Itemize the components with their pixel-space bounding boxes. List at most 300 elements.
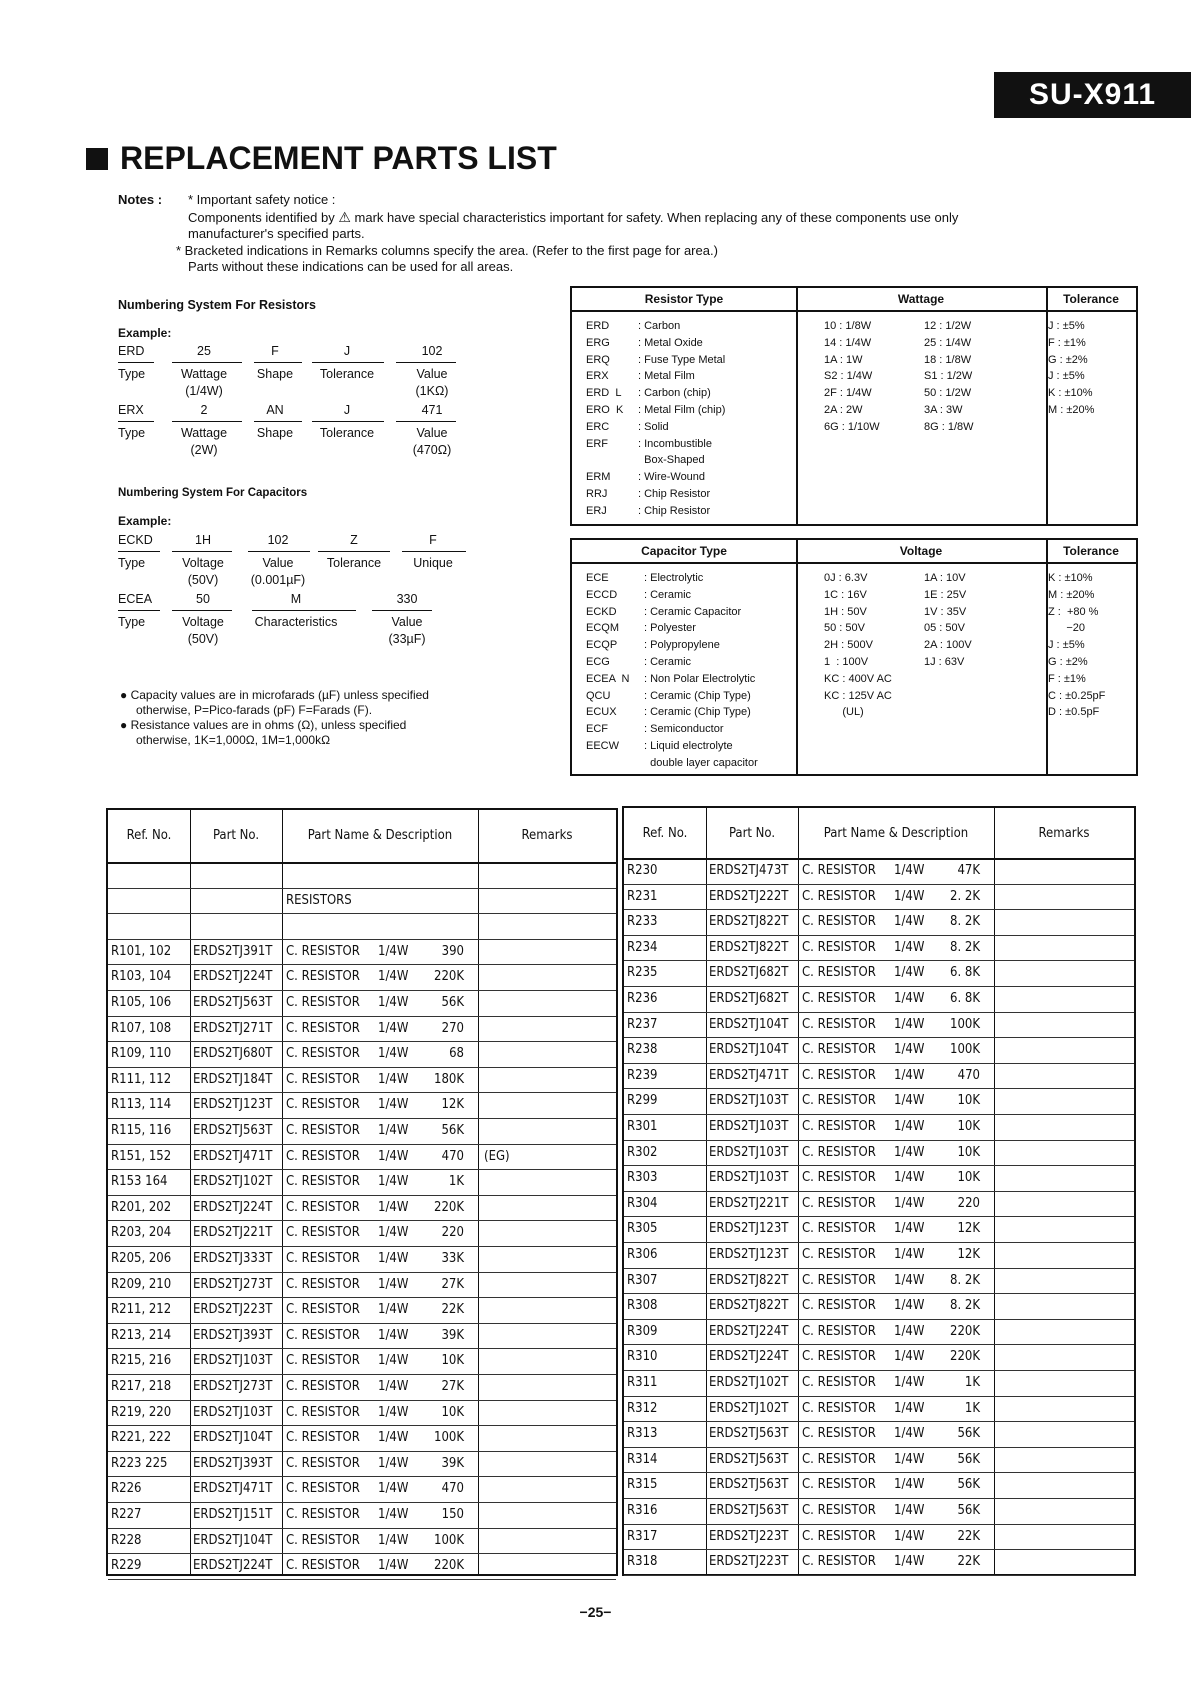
table-row — [108, 1272, 616, 1299]
table-row — [624, 1447, 1134, 1474]
ex-label: Value — [262, 556, 294, 570]
ref-no-cell: R303 — [627, 1170, 658, 1186]
table-row — [624, 1319, 1134, 1346]
part-name-cell: C. RESISTOR — [286, 969, 360, 985]
rule — [172, 421, 242, 422]
part-no-cell: ERDS2TJ104T — [193, 1430, 273, 1446]
wattage-cell: 1/4W — [894, 1221, 925, 1237]
value-cell: 2. 2K — [950, 888, 980, 904]
wattage-cell: 1/4W — [894, 1375, 925, 1390]
wattage-cell: 1/4W — [894, 914, 925, 930]
part-no-cell: ERDS2TJ393T — [193, 1455, 273, 1471]
part-no-cell: ERDS2TJ224T — [709, 1323, 789, 1339]
ref-no-cell: R302 — [627, 1144, 658, 1160]
header-remarks: Remarks — [521, 828, 573, 843]
ref-no-cell: R217, 218 — [111, 1379, 172, 1394]
ref-no-cell: R304 — [627, 1195, 658, 1211]
ref-no-cell: R219, 220 — [111, 1404, 172, 1420]
notes-line2b: mark have special characteristics important for safety. When replacing any of these components use only — [354, 209, 959, 225]
part-name-cell: C. RESISTOR — [802, 1477, 876, 1493]
part-no-cell: ERDS2TJ822T — [709, 914, 789, 930]
rule — [118, 421, 154, 422]
part-no-cell: ERDS2TJ271T — [193, 1020, 273, 1036]
part-name-cell: C. RESISTOR — [286, 1199, 360, 1215]
remarks-cell: (EG) — [484, 1148, 510, 1164]
part-name-cell: C. RESISTOR — [286, 1148, 360, 1164]
value-cell: 39K — [441, 1327, 464, 1343]
ex-code: 330 — [396, 592, 418, 606]
table-row — [624, 1498, 1134, 1525]
part-name-cell: C. RESISTOR — [286, 1276, 360, 1292]
table-row — [624, 1216, 1134, 1243]
ref-no-cell: R318 — [627, 1554, 658, 1570]
table-row — [624, 858, 1134, 885]
part-no-cell: ERDS2TJ563T — [193, 1123, 273, 1138]
ex-sub — [118, 573, 166, 587]
part-no-cell: ERDS2TJ471T — [193, 1481, 273, 1497]
ref-no-cell: R227 — [111, 1507, 142, 1522]
ex-code: ECEA — [118, 592, 153, 606]
rule — [396, 362, 456, 363]
ref-no-cell: R107, 108 — [111, 1020, 172, 1036]
value-cell: 220K — [434, 969, 464, 985]
table-row — [108, 1297, 616, 1324]
value-cell: 10K — [957, 1144, 980, 1160]
wattage-cell: 1/4W — [378, 1353, 409, 1369]
model-badge — [994, 72, 1191, 118]
part-name-cell: C. RESISTOR — [802, 1247, 876, 1262]
table-row — [108, 1016, 616, 1043]
page-title — [86, 140, 557, 177]
header-ref-no: Ref. No. — [126, 828, 172, 843]
ref-no-cell: R101, 102 — [111, 943, 172, 959]
ref-no-cell: R317 — [627, 1528, 658, 1544]
rule — [312, 362, 384, 363]
part-no-cell: ERDS2TJ224T — [193, 969, 273, 985]
ex-label: Voltage — [182, 615, 224, 629]
part-no-cell: ERDS2TJ224T — [193, 1199, 273, 1215]
ref-no-cell: R315 — [627, 1477, 658, 1493]
notes-line5: Parts without these indications can be used for all areas. — [188, 259, 514, 274]
table-row — [108, 1195, 616, 1222]
capacitor-example-label: Example: — [118, 514, 172, 528]
part-no-cell: ERDS2TJ682T — [709, 991, 789, 1006]
value-cell: 10K — [957, 1170, 980, 1186]
table-row — [108, 1451, 616, 1478]
part-name-cell: C. RESISTOR — [802, 1221, 876, 1237]
wattage-cell: 1/4W — [894, 1349, 925, 1365]
wattage-cell: 1/4W — [894, 991, 925, 1006]
part-name-cell: C. RESISTOR — [286, 1071, 360, 1087]
ex-sub: (50V) — [187, 573, 219, 587]
value-cell: 8. 2K — [950, 939, 980, 955]
resistor-example-1 — [118, 344, 472, 358]
capacitor-tolerances: K : ±10% M : ±20% Z : +80 % −20 J : ±5% G : ±2% F : ±1% C : ±0.25pF D : ±0.5pF — [1048, 572, 1106, 719]
value-cell: 8. 2K — [950, 1272, 980, 1288]
part-no-cell: ERDS2TJ123T — [193, 1097, 273, 1113]
wattage-cell: 1/4W — [378, 1430, 409, 1446]
table-row — [624, 1063, 1134, 1090]
part-name-cell: C. RESISTOR — [802, 1349, 876, 1365]
ref-no-cell: R201, 202 — [111, 1199, 172, 1215]
part-no-cell: ERDS2TJ103T — [193, 1353, 273, 1369]
ref-no-cell: R306 — [627, 1247, 658, 1262]
unit-notes — [120, 688, 520, 748]
ref-no-cell: R115, 116 — [111, 1123, 172, 1138]
part-no-cell: ERDS2TJ224T — [709, 1349, 789, 1365]
rule — [248, 551, 310, 552]
part-name-cell: C. RESISTOR — [286, 1225, 360, 1241]
part-no-cell: ERDS2TJ471T — [709, 1067, 789, 1083]
value-cell: 220 — [441, 1225, 464, 1241]
table-row — [108, 1092, 616, 1119]
part-name-cell: C. RESISTOR — [802, 1170, 876, 1186]
ex-label: Tolerance — [319, 426, 375, 440]
wattage-cell: 1/4W — [894, 863, 925, 878]
ref-no-cell: R205, 206 — [111, 1251, 172, 1266]
ex-label: Value — [416, 367, 448, 381]
warning-triangle-icon: ⚠ — [338, 208, 351, 225]
ex-sub — [240, 632, 352, 646]
ref-no-cell: R203, 204 — [111, 1225, 172, 1241]
value-cell: 150 — [441, 1507, 464, 1522]
ref-no-cell: R228 — [111, 1532, 142, 1548]
part-no-cell: ERDS2TJ822T — [709, 1272, 789, 1288]
part-name-cell: C. RESISTOR — [802, 1323, 876, 1339]
ex-code: F — [271, 344, 279, 358]
value-cell: 100K — [950, 1016, 980, 1032]
table-row — [108, 1553, 616, 1580]
ex-label: Value — [391, 615, 423, 629]
value-cell: 390 — [441, 943, 464, 959]
part-no-cell: ERDS2TJ563T — [709, 1503, 789, 1518]
part-name-cell: C. RESISTOR — [286, 1507, 360, 1522]
table-row — [108, 888, 616, 915]
table-row — [108, 1118, 616, 1145]
wattage-cell: 1/4W — [894, 1323, 925, 1339]
part-name-cell: C. RESISTOR — [802, 1298, 876, 1314]
wattage-cell: 1/4W — [894, 1272, 925, 1288]
part-no-cell: ERDS2TJ333T — [193, 1251, 273, 1266]
ref-no-cell: R209, 210 — [111, 1276, 172, 1292]
ref-no-cell: R307 — [627, 1272, 658, 1288]
table-row — [108, 1323, 616, 1350]
table-row — [624, 1421, 1134, 1448]
value-cell: 270 — [441, 1020, 464, 1036]
ex-code: AN — [266, 403, 284, 417]
table-row — [108, 964, 616, 991]
ref-no-cell: R236 — [627, 991, 658, 1006]
table-row — [108, 1246, 616, 1273]
table-row — [108, 1374, 616, 1401]
part-no-cell: ERDS2TJ563T — [193, 995, 273, 1010]
part-no-cell: ERDS2TJ103T — [709, 1170, 789, 1186]
table-row — [624, 1396, 1134, 1423]
notes-line4: * Bracketed indications in Remarks columns specify the area. (Refer to the first page for area.) — [176, 242, 718, 258]
capacitor-codes: ECE ECCD ECKD ECQM ECQP ECG ECEA N QCU ECUX ECF EECW — [586, 572, 630, 752]
table-row — [624, 1242, 1134, 1269]
value-cell: 470 — [441, 1481, 464, 1497]
header-remarks: Remarks — [1038, 826, 1090, 841]
capacitor-numbering-title: Numbering System For Capacitors — [118, 487, 308, 499]
divider — [796, 540, 798, 774]
wattage-cell: 1/4W — [378, 1225, 409, 1241]
part-name-cell: C. RESISTOR — [802, 1119, 876, 1134]
part-name-cell: C. RESISTOR — [286, 1020, 360, 1036]
value-cell: 27K — [441, 1379, 464, 1394]
wattage-cell: 1/4W — [894, 1119, 925, 1134]
ref-no-cell: R237 — [627, 1016, 658, 1032]
part-name-cell: C. RESISTOR — [286, 1404, 360, 1420]
resistor-sub-1 — [118, 384, 472, 398]
part-no-cell: ERDS2TJ221T — [193, 1225, 273, 1241]
table-row — [108, 913, 616, 940]
part-no-cell: ERDS2TJ223T — [709, 1528, 789, 1544]
header-ref-no: Ref. No. — [642, 826, 688, 841]
rule — [402, 551, 466, 552]
wattage-cell: 1/4W — [378, 1327, 409, 1343]
ref-no-cell: R310 — [627, 1349, 658, 1365]
part-no-cell: ERDS2TJ682T — [709, 965, 789, 981]
ex-label: Type — [118, 615, 146, 629]
parts-table-header — [108, 810, 616, 864]
ref-no-cell: R109, 110 — [111, 1046, 172, 1062]
ref-no-cell: R299 — [627, 1093, 658, 1109]
value-cell: 100K — [434, 1430, 464, 1446]
wattage-cell: 1/4W — [378, 1379, 409, 1394]
value-cell: 10K — [441, 1353, 464, 1369]
capacitor-sub-2 — [118, 632, 462, 646]
wattage-cell: 1/4W — [894, 1503, 925, 1518]
table-row — [624, 1037, 1134, 1064]
ex-sub — [392, 573, 474, 587]
rule — [254, 421, 302, 422]
ex-sub: (1KΩ) — [415, 384, 449, 398]
part-no-cell: ERDS2TJ563T — [709, 1451, 789, 1467]
table-row — [624, 1088, 1134, 1115]
ex-code: ERX — [118, 403, 144, 417]
wattage-cell: 1/4W — [894, 1170, 925, 1186]
resistor-descriptions: : Carbon : Metal Oxide : Fuse Type Metal : Metal Film : Carbon (chip) : Metal Film (chip) : Solid : Incombustible Box-Shaped : Wire-Wound : Chip Resistor : Chip Resistor — [638, 320, 726, 517]
rule — [118, 610, 160, 611]
part-name-cell: C. RESISTOR — [802, 1528, 876, 1544]
part-name-cell: C. RESISTOR — [286, 1251, 360, 1266]
wattage-cell: 1/4W — [894, 1144, 925, 1160]
part-no-cell: ERDS2TJ471T — [193, 1148, 273, 1164]
ref-no-cell: R103, 104 — [111, 969, 172, 985]
resistor-example-2 — [118, 403, 472, 417]
part-name-cell: C. RESISTOR — [802, 1400, 876, 1416]
part-name-cell: C. RESISTOR — [286, 1046, 360, 1062]
value-cell: 10K — [957, 1093, 980, 1109]
value-cell: 220 — [957, 1195, 980, 1211]
part-no-cell: ERDS2TJ222T — [709, 888, 789, 904]
value-cell: 56K — [441, 1123, 464, 1138]
ref-no-cell: R105, 106 — [111, 995, 172, 1010]
wattage-cell: 1/4W — [378, 1404, 409, 1420]
part-name-cell: C. RESISTOR — [286, 1302, 360, 1318]
divider — [796, 288, 798, 524]
capacitor-labels-2 — [118, 615, 462, 629]
ex-sub: (1/4W) — [185, 384, 223, 398]
value-cell: 100K — [950, 1042, 980, 1058]
value-cell: 12K — [441, 1097, 464, 1113]
ex-label: Characteristics — [254, 615, 338, 629]
ref-no-cell: R223 225 — [111, 1455, 168, 1471]
parts-table-header — [624, 808, 1134, 860]
voltage-codes-1: 0J : 6.3V 1C : 16V 1H : 50V 50 : 50V 2H : 500V 1 : 100V KC : 400V AC KC : 125V AC (UL) — [824, 572, 892, 719]
ex-label: Tolerance — [319, 367, 375, 381]
ref-no-cell: R308 — [627, 1298, 658, 1314]
page-number: −25− — [579, 1604, 612, 1620]
part-name-cell: C. RESISTOR — [802, 1503, 876, 1518]
value-cell: 56K — [957, 1503, 980, 1518]
wattage-cell: 1/4W — [894, 939, 925, 955]
rule — [254, 362, 302, 363]
part-name-cell: C. RESISTOR — [802, 991, 876, 1006]
part-no-cell: ERDS2TJ473T — [709, 863, 789, 878]
rule — [372, 610, 432, 611]
ref-no-cell: R230 — [627, 863, 658, 878]
ref-no-cell: R301 — [627, 1119, 658, 1134]
ex-label: Type — [118, 556, 146, 570]
ex-code: 102 — [421, 344, 443, 358]
wattage-cell: 1/4W — [894, 1426, 925, 1442]
header-part-no: Part No. — [212, 828, 260, 843]
ref-no-cell: R309 — [627, 1323, 658, 1339]
ref-no-cell: R238 — [627, 1042, 658, 1058]
wattage-cell: 1/4W — [378, 943, 409, 959]
ex-sub — [248, 384, 302, 398]
part-no-cell: ERDS2TJ224T — [193, 1558, 273, 1574]
part-no-cell: ERDS2TJ273T — [193, 1379, 273, 1394]
part-name-cell: C. RESISTOR — [286, 1123, 360, 1138]
wattage-cell: 1/4W — [894, 1093, 925, 1109]
table-row — [108, 1169, 616, 1196]
ex-code: 50 — [196, 592, 210, 606]
value-cell: 1K — [448, 1174, 464, 1190]
ref-no-cell: R153 164 — [111, 1174, 168, 1190]
table-row — [624, 1268, 1134, 1295]
value-cell: 39K — [441, 1455, 464, 1471]
value-cell: 22K — [957, 1554, 980, 1570]
value-cell: 220K — [434, 1558, 464, 1574]
part-no-cell: ERDS2TJ104T — [709, 1016, 789, 1032]
table-row — [624, 1549, 1134, 1576]
wattage-cell: 1/4W — [378, 969, 409, 985]
ex-label: Type — [118, 426, 146, 440]
ex-label: Value — [416, 426, 448, 440]
wattage-cell: 1/4W — [894, 1195, 925, 1211]
rule — [118, 362, 154, 363]
wattage-cell: 1/4W — [894, 965, 925, 981]
header-description: Part Name & Description — [307, 828, 453, 843]
rule — [312, 421, 384, 422]
part-no-cell: ERDS2TJ223T — [709, 1554, 789, 1570]
wattage-cell: 1/4W — [378, 1276, 409, 1292]
ex-code: F — [429, 533, 437, 547]
part-no-cell: ERDS2TJ103T — [709, 1093, 789, 1109]
ref-no-cell: R215, 216 — [111, 1353, 172, 1369]
part-no-cell: ERDS2TJ151T — [193, 1507, 273, 1522]
table-row — [624, 1524, 1134, 1551]
capacitor-example-2 — [118, 592, 462, 606]
ref-no-cell: R233 — [627, 914, 658, 930]
wattage-cell: 1/4W — [894, 1067, 925, 1083]
part-name-cell: C. RESISTOR — [802, 1272, 876, 1288]
part-no-cell: ERDS2TJ680T — [193, 1046, 273, 1062]
ex-sub — [118, 443, 160, 457]
part-no-cell: ERDS2TJ123T — [709, 1221, 789, 1237]
table-row — [624, 1191, 1134, 1218]
ex-code: ERD — [118, 344, 145, 358]
value-cell: 220K — [950, 1323, 980, 1339]
table-row — [624, 935, 1134, 962]
table-row — [624, 1370, 1134, 1397]
ref-no-cell: R229 — [111, 1558, 142, 1574]
wattage-cell: 1/4W — [378, 1481, 409, 1497]
ex-code: J — [343, 403, 351, 417]
ex-label: Unique — [413, 556, 453, 570]
ref-no-cell: R305 — [627, 1221, 658, 1237]
wattage-codes-2: 12 : 1/2W 25 : 1/4W 18 : 1/8W S1 : 1/2W 50 : 1/2W 3A : 3W 8G : 1/8W — [924, 320, 974, 433]
bullet-text: otherwise, P=Pico-farads (pF) F=Farads (F). — [136, 703, 373, 717]
table-row — [624, 884, 1134, 911]
wattage-cell: 1/4W — [894, 1477, 925, 1493]
wattage-cell: 1/4W — [378, 995, 409, 1010]
part-name-cell: C. RESISTOR — [802, 914, 876, 930]
rule — [172, 610, 232, 611]
part-name-cell: C. RESISTOR — [802, 888, 876, 904]
part-name-cell: C. RESISTOR — [286, 1532, 360, 1548]
part-name-cell: C. RESISTOR — [802, 1067, 876, 1083]
value-cell: 220K — [434, 1199, 464, 1215]
value-cell: 100K — [434, 1532, 464, 1548]
ex-code: 102 — [267, 533, 289, 547]
resistor-codes: ERD ERG ERQ ERX ERD L ERO K ERC ERF ERM RRJ ERJ — [586, 320, 624, 517]
bullet-text: Capacity values are in microfarads (µF) unless specified — [130, 688, 429, 702]
ex-sub — [302, 384, 392, 398]
value-cell: 47K — [957, 863, 980, 878]
wattage-cell: 1/4W — [894, 1247, 925, 1262]
bullet-text: Resistance values are in ohms (Ω), unless specified — [130, 718, 407, 732]
table-row — [108, 1348, 616, 1375]
title-square-icon — [86, 148, 108, 170]
resistor-sub-2 — [118, 443, 472, 457]
wattage-cell: 1/4W — [378, 1123, 409, 1138]
wattage-cell: 1/4W — [378, 1046, 409, 1062]
ex-code: ECKD — [118, 533, 153, 547]
ref-no-cell: R311 — [627, 1375, 658, 1390]
ex-label: Type — [118, 367, 146, 381]
ex-code: 25 — [197, 344, 211, 358]
value-cell: 33K — [441, 1251, 464, 1266]
value-cell: 56K — [957, 1477, 980, 1493]
header-part-no: Part No. — [728, 826, 776, 841]
part-no-cell: ERDS2TJ393T — [193, 1327, 273, 1343]
part-no-cell: ERDS2TJ102T — [193, 1174, 273, 1190]
capacitor-sub-1 — [118, 573, 474, 587]
value-cell: 10K — [441, 1404, 464, 1420]
value-cell: 10K — [957, 1119, 980, 1134]
table-row — [108, 1041, 616, 1068]
wattage-cell: 1/4W — [378, 1174, 409, 1190]
part-name-cell: C. RESISTOR — [286, 995, 360, 1010]
ref-no-cell: R226 — [111, 1481, 142, 1497]
capacitor-type-table — [570, 538, 1138, 776]
rule — [252, 610, 356, 611]
table-row — [108, 1476, 616, 1503]
